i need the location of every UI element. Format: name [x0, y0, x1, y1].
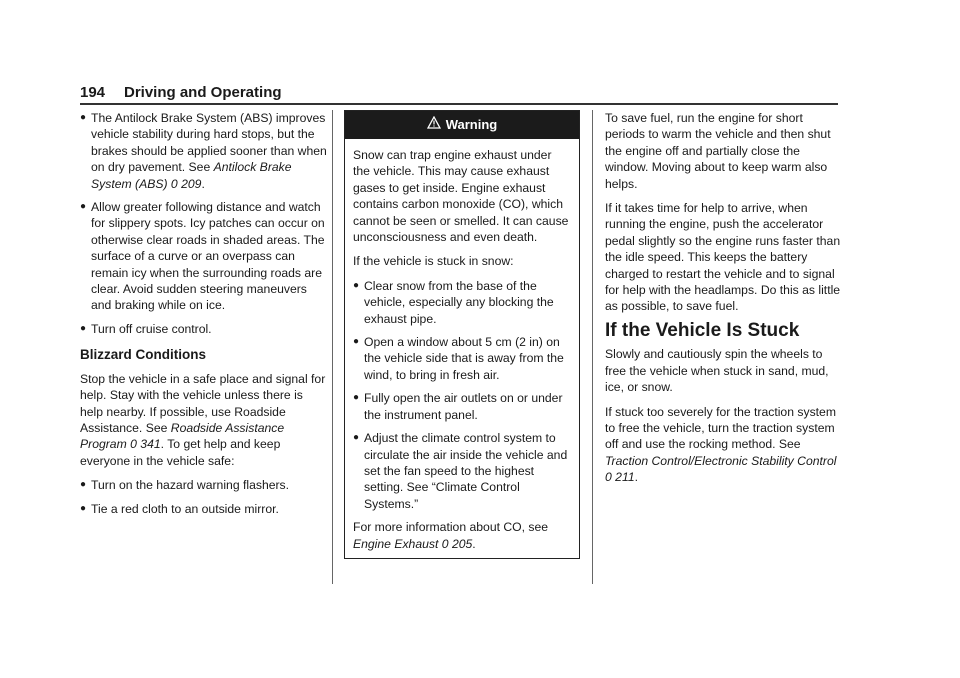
- paragraph-rocking-method: If stuck too severely for the traction system to free the vehicle, turn the traction system off and use the rocking method. See Traction Control/Electronic Stability Control 0 211.: [605, 404, 837, 485]
- paragraph-spin-wheels: Slowly and cautiously spin the wheels to free the vehicle when stuck in sand, mud, ice, or snow.: [605, 347, 829, 395]
- paragraph-help-arrive: If it takes time for help to arrive, when running the engine, push the accelerator pedal slightly so the engine runs faster than the idle speed. This keeps the battery charged to restart the vehicle and to signal for help with the headlamps. Do this as little as possible, to save fuel.: [605, 201, 841, 314]
- page-reference[interactable]: 205: [451, 536, 473, 551]
- cross-reference-link[interactable]: Traction Control/Electronic Stability Control: [605, 453, 837, 468]
- column-middle: [344, 110, 580, 559]
- paragraph-blizzard: Stop the vehicle in a safe place and signal for help. Stay with the vehicle unless there is help nearby. If possible, use Roadside Assistance. See Roadside Assistance Program 0 341. To get help and keep everyone in the vehicle safe:: [80, 371, 326, 468]
- page-reference[interactable]: 341: [140, 437, 161, 452]
- bullet-icon: ●: [353, 392, 360, 404]
- list-item: ● Adjust the climate control system to circulate the air inside the vehicle and set the fan speed to the highest setting. See “Climate Control Systems.”: [353, 431, 568, 511]
- bullet-icon: ●: [353, 432, 360, 444]
- page-ref-arrow-icon: 0: [605, 470, 612, 485]
- header-rule: [80, 103, 838, 105]
- paragraph-save-fuel: To save fuel, run the engine for short periods to warm the vehicle and then shut the engine off and partially close the window. Moving about to keep warm also helps.: [605, 111, 831, 191]
- heading-blizzard-conditions: Blizzard Conditions: [80, 347, 206, 363]
- bullet-icon: ●: [80, 322, 87, 334]
- list-item: ● Tie a red cloth to an outside mirror.: [80, 501, 279, 516]
- warning-box: [344, 110, 580, 559]
- list-item: ● Turn off cruise control.: [80, 321, 212, 336]
- warning-header: [345, 111, 579, 139]
- warning-triangle-icon: [427, 116, 441, 133]
- cross-reference-link[interactable]: Engine Exhaust: [353, 536, 439, 551]
- column-left: [80, 110, 328, 524]
- column-divider: [332, 110, 333, 584]
- bullet-icon: ●: [80, 479, 87, 491]
- bullet-icon: ●: [353, 336, 360, 348]
- column-divider: [592, 110, 593, 584]
- heading-vehicle-stuck: If the Vehicle Is Stuck: [605, 319, 800, 341]
- section-title: Driving and Operating: [124, 84, 282, 101]
- page-ref-arrow-icon: 0: [130, 437, 137, 452]
- list-item: ● Fully open the air outlets on or under the instrument panel.: [353, 391, 563, 422]
- list-item: ● Turn on the hazard warning flashers.: [80, 478, 290, 493]
- warning-title: Warning: [445, 116, 498, 132]
- list-item: ● Clear snow from the base of the vehicle, especially any blocking the exhaust pipe.: [353, 278, 554, 326]
- list-item: ● The Antilock Brake System (ABS) improves vehicle stability during hard stops, but the brakes should be applied sooner than when on dry pavement. See Antilock Brake System (ABS) 0 209.: [80, 111, 327, 191]
- warning-paragraph: If the vehicle is stuck in snow:: [353, 254, 514, 269]
- bullet-icon: ●: [80, 112, 87, 123]
- cross-reference-link[interactable]: Antilock Brake System (ABS): [91, 160, 292, 191]
- page-ref-arrow-icon: 0: [441, 536, 449, 551]
- bullet-list-blizzard: [80, 477, 328, 517]
- bullet-icon: ●: [80, 502, 87, 514]
- cross-reference-link[interactable]: Roadside Assistance Program: [80, 420, 285, 452]
- page-reference[interactable]: 209: [181, 176, 202, 191]
- warning-paragraph: Snow can trap engine exhaust under the vehicle. This may cause exhaust gases to get inside. Engine exhaust contains carbon monoxide (CO), which cannot be seen or smelled. It can cause unconsciousness and even death.: [353, 148, 569, 245]
- warning-body: [345, 139, 579, 558]
- bullet-icon: ●: [80, 201, 87, 213]
- warning-closing-paragraph: For more information about CO, see Engine Exhaust 0 205.: [353, 520, 549, 551]
- bullet-list-driving-tips: [80, 110, 328, 337]
- column-right: [605, 110, 841, 494]
- page-ref-arrow-icon: 0: [170, 176, 178, 191]
- list-item: ● Open a window about 5 cm (2 in) on the vehicle side that is away from the wind, to bring in fresh air.: [353, 335, 564, 382]
- list-item: ● Allow greater following distance and watch for slippery spots. Icy patches can occur on otherwise clear roads in shaded areas. The surface of a curve or an overpass can remain icy when the surrounding roads are clear. Avoid sudden steering maneuvers and braking while on ice.: [80, 200, 325, 313]
- page-reference[interactable]: 211: [615, 470, 635, 485]
- bullet-list-stuck-in-snow: [353, 278, 571, 512]
- page-number: 194: [80, 84, 106, 101]
- page-header: [80, 84, 838, 102]
- bullet-icon: ●: [353, 279, 360, 291]
